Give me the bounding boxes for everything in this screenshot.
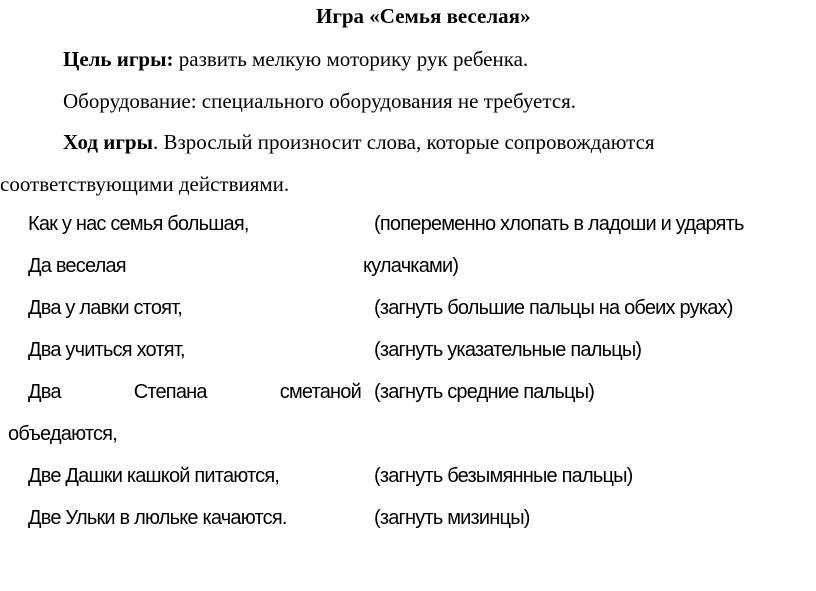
goal-paragraph <box>63 46 528 72</box>
process-paragraph <box>63 129 655 155</box>
action-text: (загнуть безымянные пальцы) <box>374 465 633 487</box>
action-text: (загнуть средние пальцы) <box>374 381 595 403</box>
equipment-paragraph: Оборудование: специального оборудования не требуется. <box>63 89 577 113</box>
process-label: Ход игры <box>63 130 153 154</box>
action-text: кулачками) <box>363 255 459 277</box>
verse-word: сметаной <box>279 381 361 403</box>
poem-row <box>0 293 816 333</box>
verse-line: Два у лавки стоят, <box>28 297 183 319</box>
process-paragraph-continuation: соответствующими действиями. <box>0 172 290 196</box>
poem-row <box>0 377 816 417</box>
action-text: (попеременно хлопать в ладоши и ударять <box>374 213 744 235</box>
process-text: . Взрослый произносит слова, которые сопровождаются <box>153 130 655 154</box>
verse-line-continuation: объедаются, <box>8 423 117 445</box>
poem-row <box>0 335 816 375</box>
poem-row <box>0 209 816 249</box>
verse-line: Как у нас семья большая, <box>28 213 249 235</box>
poem-row <box>0 419 816 459</box>
verse-line: Две Ульки в люльке качаются. <box>28 507 287 529</box>
verse-word: Два <box>28 381 61 403</box>
action-text: (загнуть большие пальцы на обеих руках) <box>374 297 733 319</box>
verse-line: Две Дашки кашкой питаются, <box>28 465 280 487</box>
verse-line <box>28 377 361 407</box>
goal-text: развить мелкую моторику рук ребенка. <box>173 47 529 71</box>
verse-word: Степана <box>133 381 207 403</box>
action-text: (загнуть указательные пальцы) <box>374 339 642 361</box>
action-text: (загнуть мизинцы) <box>374 507 530 529</box>
page-title: Игра «Семья веселая» <box>316 4 531 28</box>
poem-row <box>0 461 816 501</box>
goal-label: Цель игры: <box>63 47 174 71</box>
verse-line: Да веселая <box>28 255 126 277</box>
verse-line: Два учиться хотят, <box>28 339 185 361</box>
poem-row <box>0 503 816 543</box>
poem-row <box>0 251 816 291</box>
